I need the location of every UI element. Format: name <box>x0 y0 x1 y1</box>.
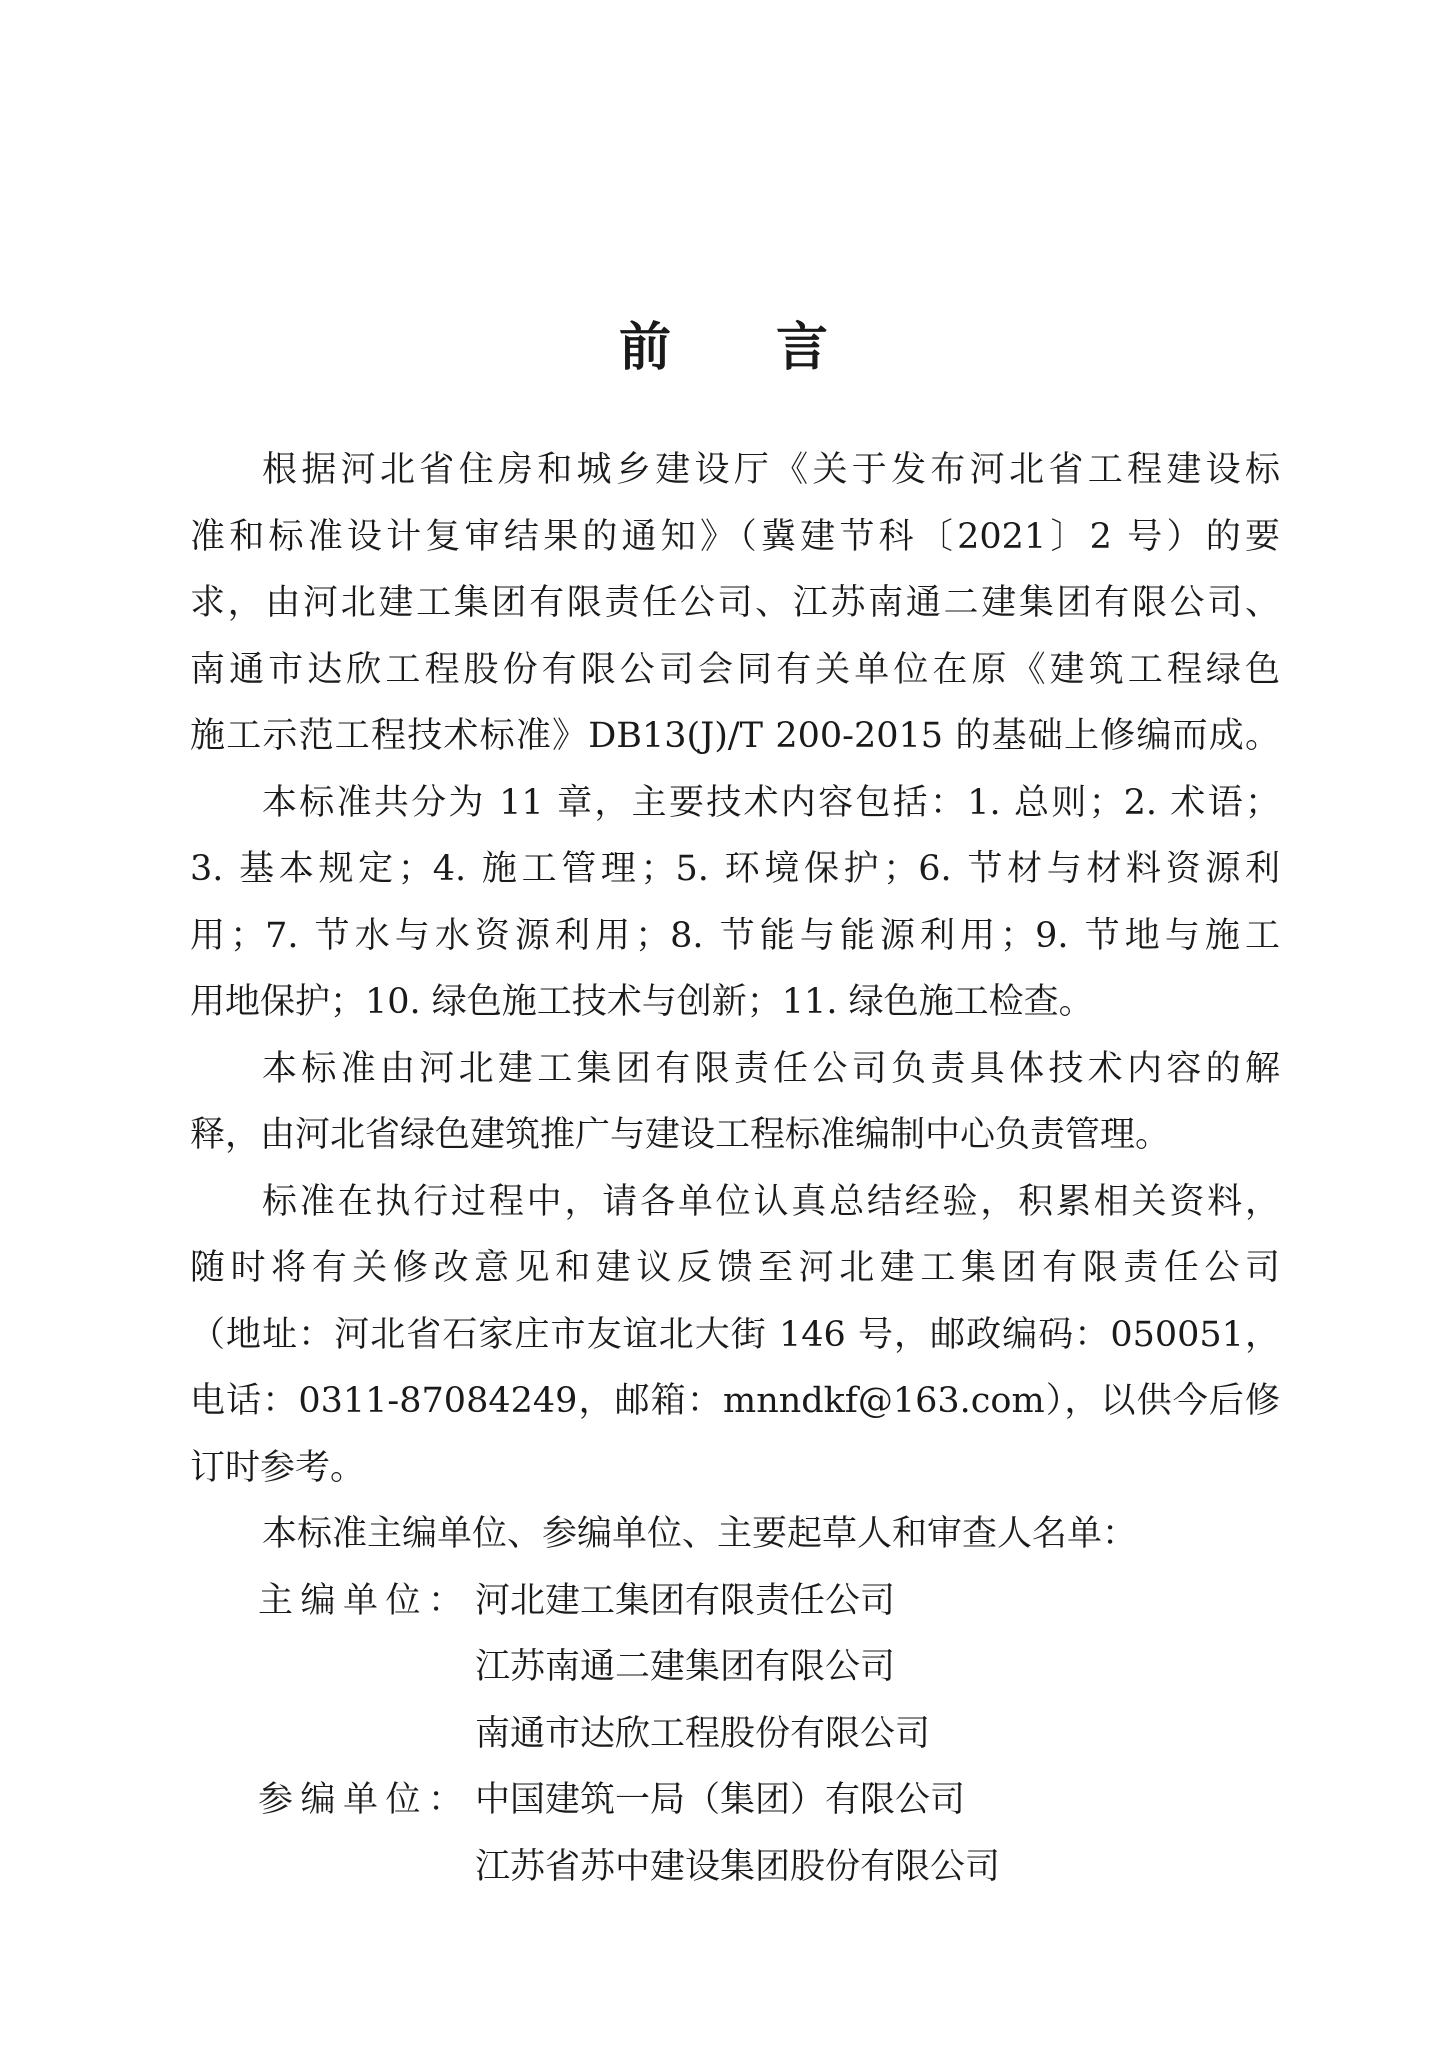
page-title <box>0 305 1447 380</box>
participating-unit-row-1 <box>190 1767 1280 1834</box>
chief-unit-label: 主编单位： <box>258 1580 463 1621</box>
title-char-1: 前 <box>618 317 671 378</box>
paragraph-4-line-3: （地址：河北省石家庄市友谊北大街 146 号，邮政编码：050051， <box>190 1314 1280 1355</box>
chief-unit-row-2 <box>190 1634 1280 1701</box>
paragraph-1-line-5: 施工示范工程技术标准》DB13(J)/T 200-2015 的基础上修编而成。 <box>190 716 1280 756</box>
paragraph-4-line-1: 标准在执行过程中，请各单位认真总结经验，积累相关资料， <box>262 1181 1280 1222</box>
participating-unit-1: 中国建筑一局（集团）有限公司 <box>475 1780 966 1820</box>
paragraph-1-line-1: 根据河北省住房和城乡建设厅《关于发布河北省工程建设标 <box>262 450 1280 490</box>
participating-unit-row-2 <box>190 1834 1280 1901</box>
chief-unit-3: 南通市达欣工程股份有限公司 <box>475 1713 931 1754</box>
paragraph-2-line-2: 3. 基本规定；4. 施工管理；5. 环境保护；6. 节材与材料资源利 <box>190 849 1280 889</box>
paragraph-5-line-1: 本标准主编单位、参编单位、主要起草人和审查人名单： <box>262 1514 1138 1554</box>
preface-body <box>190 437 1280 1900</box>
paragraph-1-line-4: 南通市达欣工程股份有限公司会同有关单位在原《建筑工程绿色 <box>190 649 1280 690</box>
paragraph-1-line-2: 准和标准设计复审结果的通知》（冀建节科〔2021〕2 号）的要 <box>190 516 1280 557</box>
chief-unit-1: 河北建工集团有限责任公司 <box>475 1580 896 1621</box>
chief-unit-row-3 <box>190 1701 1280 1768</box>
title-char-2: 言 <box>776 317 829 378</box>
paragraph-3-line-2: 释，由河北省绿色建筑推广与建设工程标准编制中心负责管理。 <box>190 1115 1171 1155</box>
paragraph-2-line-3: 用；7. 节水与水资源利用；8. 节能与能源利用；9. 节地与施工 <box>190 915 1280 956</box>
paragraph-1-line-3: 求，由河北建工集团有限责任公司、江苏南通二建集团有限公司、 <box>190 583 1280 623</box>
chief-unit-row-1 <box>190 1568 1280 1635</box>
paragraph-4-line-4: 电话：0311-87084249，邮箱：mnndkf@163.com），以供今后修 <box>190 1381 1280 1421</box>
paragraph-4-line-5: 订时参考。 <box>190 1447 366 1488</box>
participating-unit-label: 参编单位： <box>258 1780 463 1820</box>
chief-unit-2: 江苏南通二建集团有限公司 <box>475 1647 896 1687</box>
paragraph-4-line-2: 随时将有关修改意见和建议反馈至河北建工集团有限责任公司 <box>190 1248 1280 1288</box>
participating-unit-2: 江苏省苏中建设集团股份有限公司 <box>475 1846 1001 1887</box>
paragraph-3-line-1: 本标准由河北建工集团有限责任公司负责具体技术内容的解 <box>262 1048 1280 1089</box>
paragraph-2-line-1: 本标准共分为 11 章，主要技术内容包括：1. 总则；2. 术语； <box>262 782 1280 823</box>
paragraph-2-line-4: 用地保护；10. 绿色施工技术与创新；11. 绿色施工检查。 <box>190 982 1094 1022</box>
